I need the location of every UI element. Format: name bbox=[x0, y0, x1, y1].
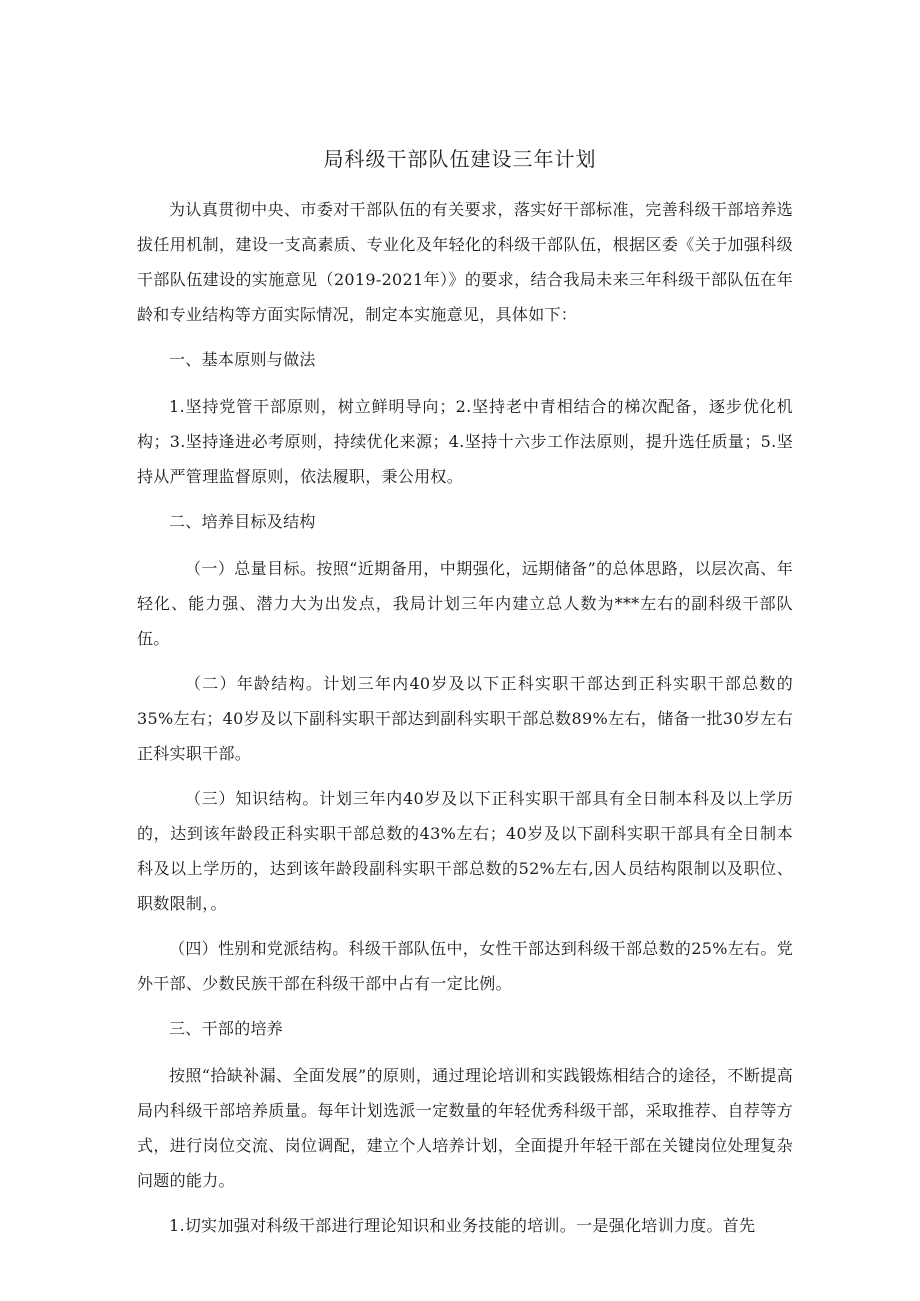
goal-age-paragraph: （二）年龄结构。计划三年内40岁及以下正科实职干部达到正科实职干部总数的35%左右；40岁及以下副科实职干部达到副科实职干部总数89%左右，储备一批30岁左右正科实职干部。 bbox=[137, 674, 793, 763]
document-body bbox=[137, 192, 793, 1253]
section-heading-goals: 二、培养目标及结构 bbox=[169, 512, 316, 531]
section-heading-principles: 一、基本原则与做法 bbox=[169, 350, 316, 369]
goal-total-paragraph: （一）总量目标。按照“近期备用，中期强化，远期储备”的总体思路，以层次高、年轻化、能力强、潜力大为出发点，我局计划三年内建立总人数为***左右的副科级干部队伍。 bbox=[137, 559, 793, 648]
section-heading-training: 三、干部的培养 bbox=[169, 1019, 284, 1038]
document-title: 局科级干部队伍建设三年计划 bbox=[323, 147, 597, 171]
goal-knowledge-paragraph: （三）知识结构。计划三年内40岁及以下正科实职干部具有全日制本科及以上学历的，达到该年龄段正科实职干部总数的43%左右；40岁及以下副科实职干部具有全日制本科及以上学历的，达到该年龄段副科实职干部总数的52%左右,因人员结构限制以及职位、职数限制，。 bbox=[137, 789, 793, 913]
intro-paragraph: 为认真贯彻中央、市委对干部队伍的有关要求，落实好干部标准，完善科级干部培养选拔任用机制，建设一支高素质、专业化及年轻化的科级干部队伍，根据区委《关于加强科级干部队伍建设的实施意见（2019-2021年）》的要求，结合我局未来三年科级干部队伍在年龄和专业结构等方面实际情况，制定本实施意见，具体如下： bbox=[137, 200, 793, 324]
principles-paragraph: 1.坚持党管干部原则，树立鲜明导向；2.坚持老中青相结合的梯次配备，逐步优化机构；3.坚持逢进必考原则，持续优化来源；4.坚持十六步工作法原则，提升选任质量；5.坚持从严管理监督原则，依法履职，秉公用权。 bbox=[137, 397, 793, 486]
training-paragraph: 按照“拾缺补漏、全面发展”的原则，通过理论培训和实践锻炼相结合的途径，不断提高局内科级干部培养质量。每年计划选派一定数量的年轻优秀科级干部，采取推荐、自荐等方式，进行岗位交流、岗位调配，建立个人培养计划，全面提升年轻干部在关键岗位处理复杂问题的能力。 bbox=[137, 1066, 793, 1190]
goal-gender-paragraph: （四）性别和党派结构。科级干部队伍中，女性干部达到科级干部总数的25%左右。党外干部、少数民族干部在科级干部中占有一定比例。 bbox=[137, 939, 793, 993]
training-item-1-paragraph: 1.切实加强对科级干部进行理论知识和业务技能的培训。一是强化培训力度。首先 bbox=[169, 1216, 756, 1235]
